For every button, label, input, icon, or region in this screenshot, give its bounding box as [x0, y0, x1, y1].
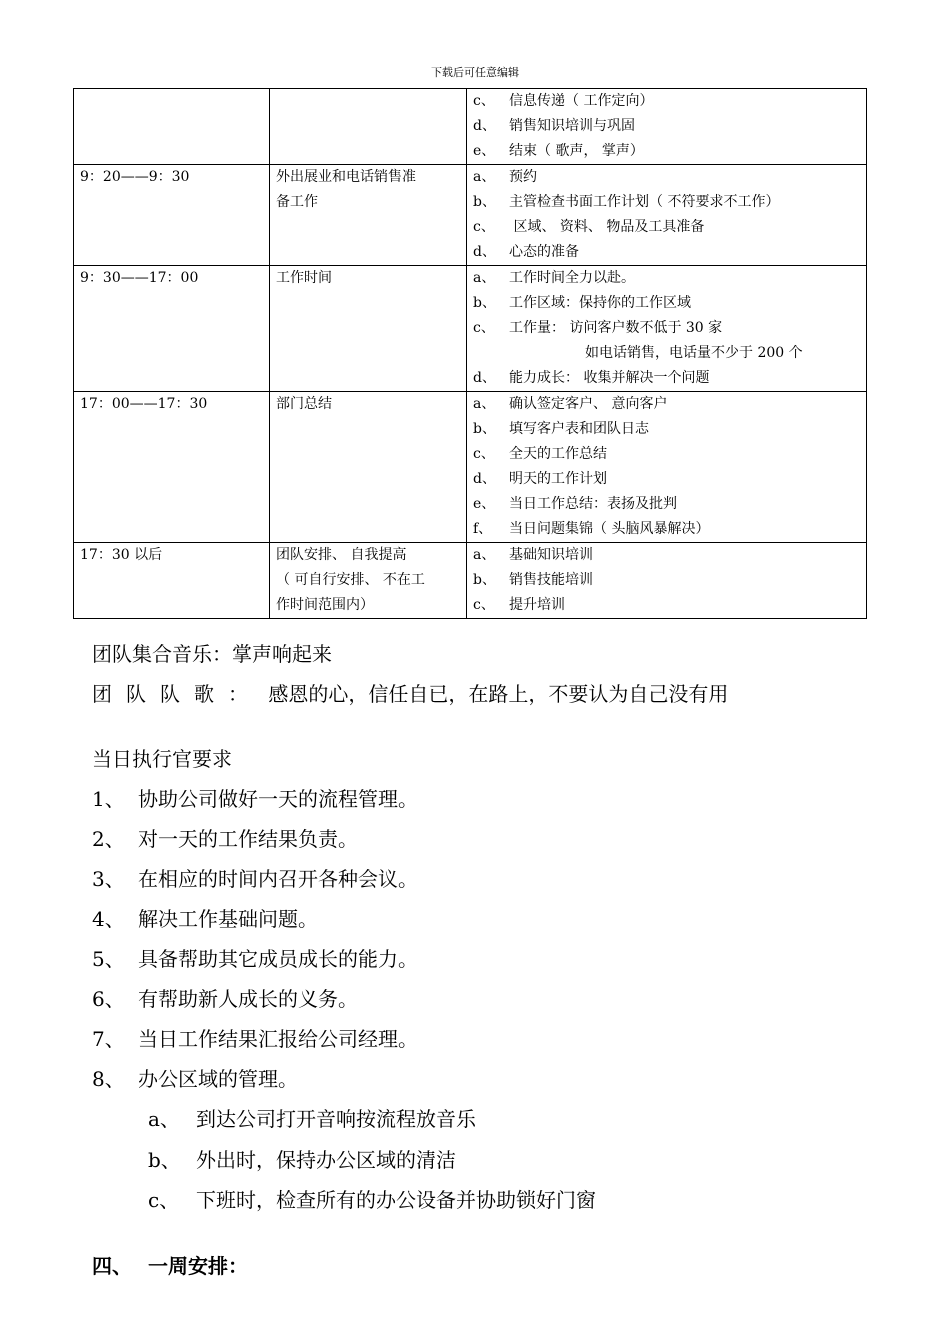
detail-text: 主管检查书面工作计划（ 不符要求不工作） — [509, 194, 780, 210]
subitem-text: 外出时，保持办公区域的清洁 — [196, 1148, 456, 1172]
schedule-row — [74, 89, 867, 165]
detail-marker: d、 — [473, 471, 496, 487]
schedule-details-cell — [467, 89, 867, 165]
song-text: 感恩的心，信任自已，在路上，不要认为自己没有用 — [268, 682, 729, 706]
requirements-title: 当日执行官要求 — [92, 747, 232, 771]
requirement-text: 有帮助新人成长的义务。 — [138, 987, 358, 1011]
detail-text: 结束（ 歌声， 掌声） — [509, 143, 644, 159]
requirement-item — [92, 826, 358, 852]
schedule-detail-item — [473, 165, 860, 190]
requirement-text: 办公区域的管理。 — [138, 1067, 298, 1091]
detail-marker: b、 — [473, 194, 496, 210]
office-subitem — [148, 1187, 596, 1213]
schedule-time-cell — [74, 89, 270, 165]
requirement-item — [92, 986, 358, 1012]
header-note: 下载后可任意编辑 — [431, 66, 519, 79]
song-line — [92, 681, 728, 707]
requirement-item — [92, 866, 418, 892]
schedule-detail-item — [473, 442, 860, 467]
schedule-time-cell — [74, 392, 270, 543]
detail-text: 工作时间全力以赴。 — [509, 270, 635, 286]
schedule-time-cell — [74, 543, 270, 619]
detail-text: 当日问题集锦（ 头脑风暴解决） — [509, 521, 710, 537]
schedule-detail-item — [473, 417, 860, 442]
detail-marker: b、 — [473, 421, 496, 437]
detail-text: 基础知识培训 — [509, 547, 593, 563]
detail-text: 确认签定客户、 意向客户 — [509, 396, 668, 412]
schedule-time: 17：00——17：30 — [80, 396, 208, 412]
schedule-task-line: 工作时间 — [276, 270, 332, 286]
detail-text: 心态的准备 — [509, 244, 579, 260]
schedule-details-cell — [467, 392, 867, 543]
detail-marker: e、 — [473, 496, 496, 512]
schedule-body — [74, 89, 867, 619]
requirement-number: 1、 — [92, 787, 125, 811]
schedule-task-line: 备工作 — [276, 194, 318, 210]
detail-text: 区域、 资料、 物品及工具准备 — [509, 219, 705, 235]
subitem-marker: c、 — [148, 1188, 180, 1212]
schedule-detail-item — [473, 240, 860, 265]
schedule-task-cell — [270, 165, 467, 266]
schedule-detail-item — [473, 341, 860, 366]
schedule-detail-item — [473, 190, 860, 215]
schedule-task-cell — [270, 392, 467, 543]
schedule-details-cell — [467, 543, 867, 619]
section-title: 一周安排： — [148, 1254, 248, 1278]
schedule-task-line: （ 可自行安排、 不在工 — [276, 572, 425, 588]
detail-text: 预约 — [509, 169, 537, 185]
schedule-details-cell — [467, 266, 867, 392]
schedule-detail-item — [473, 543, 860, 568]
requirement-item — [92, 946, 418, 972]
schedule-detail-item — [473, 291, 860, 316]
detail-marker: a、 — [473, 169, 496, 185]
requirement-text: 具备帮助其它成员成长的能力。 — [138, 947, 418, 971]
requirement-text: 在相应的时间内召开各种会议。 — [138, 867, 418, 891]
schedule-detail-item — [473, 593, 860, 618]
section-number: 四、 — [92, 1254, 132, 1278]
requirement-number: 3、 — [92, 867, 125, 891]
schedule-detail-item — [473, 392, 860, 417]
requirement-item — [92, 1026, 418, 1052]
schedule-detail-item — [473, 114, 860, 139]
requirement-item — [92, 906, 318, 932]
detail-marker: a、 — [473, 547, 496, 563]
requirement-number: 7、 — [92, 1027, 125, 1051]
detail-marker: b、 — [473, 295, 496, 311]
schedule-time: 17：30 以后 — [80, 547, 163, 563]
requirement-text: 协助公司做好一天的流程管理。 — [138, 787, 418, 811]
subitem-text: 下班时，检查所有的办公设备并协助锁好门窗 — [196, 1188, 596, 1212]
detail-text: 销售技能培训 — [509, 572, 593, 588]
schedule-time-cell — [74, 165, 270, 266]
subitem-text: 到达公司打开音响按流程放音乐 — [196, 1107, 476, 1131]
requirement-item — [92, 1066, 298, 1092]
detail-marker: b、 — [473, 572, 496, 588]
schedule-row — [74, 165, 867, 266]
requirement-number: 8、 — [92, 1067, 125, 1091]
office-subitem — [148, 1106, 476, 1132]
schedule-detail-item — [473, 517, 860, 542]
requirement-item — [92, 786, 418, 812]
detail-text: 当日工作总结：表扬及批判 — [509, 496, 677, 512]
schedule-task-cell — [270, 266, 467, 392]
detail-marker: e、 — [473, 143, 496, 159]
schedule-detail-item — [473, 467, 860, 492]
schedule-detail-item — [473, 139, 860, 164]
schedule-task-line: 团队安排、 自我提高 — [276, 547, 407, 563]
detail-text: 提升培训 — [509, 597, 565, 613]
requirement-number: 5、 — [92, 947, 125, 971]
subitem-marker: a、 — [148, 1107, 180, 1131]
schedule-task-line: 部门总结 — [276, 396, 332, 412]
schedule-details-cell — [467, 165, 867, 266]
detail-text: 明天的工作计划 — [509, 471, 607, 487]
schedule-task-cell — [270, 543, 467, 619]
music-line: 团队集合音乐：掌声响起来 — [92, 642, 332, 666]
schedule-task-line: 作时间范围内） — [276, 597, 374, 613]
requirement-text: 当日工作结果汇报给公司经理。 — [138, 1027, 418, 1051]
section-four-heading — [92, 1253, 248, 1279]
detail-marker: c、 — [473, 93, 495, 109]
detail-text: 工作区域：保持你的工作区域 — [509, 295, 691, 311]
schedule-detail-item — [473, 316, 860, 341]
schedule-time: 9：30——17：00 — [80, 270, 199, 286]
detail-marker: a、 — [473, 396, 496, 412]
detail-marker: d、 — [473, 244, 496, 260]
schedule-row — [74, 543, 867, 619]
schedule-detail-item — [473, 568, 860, 593]
office-subitem — [148, 1147, 456, 1173]
schedule-table — [73, 88, 867, 619]
schedule-time: 9：20——9：30 — [80, 169, 190, 185]
schedule-detail-item — [473, 89, 860, 114]
schedule-detail-item — [473, 366, 860, 391]
detail-marker: a、 — [473, 270, 496, 286]
schedule-time-cell — [74, 266, 270, 392]
detail-text: 填写客户表和团队日志 — [509, 421, 649, 437]
detail-text: 能力成长： 收集并解决一个问题 — [509, 370, 710, 386]
detail-text: 全天的工作总结 — [509, 446, 607, 462]
requirement-text: 对一天的工作结果负责。 — [138, 827, 358, 851]
detail-text: 工作量： 访问客户数不低于 30 家 — [509, 320, 723, 336]
schedule-detail-item — [473, 492, 860, 517]
detail-marker: f、 — [473, 521, 493, 537]
detail-text: 销售知识培训与巩固 — [509, 118, 635, 134]
detail-marker: c、 — [473, 219, 495, 235]
subitem-marker: b、 — [148, 1148, 181, 1172]
requirement-number: 2、 — [92, 827, 125, 851]
detail-marker: c、 — [473, 446, 495, 462]
detail-marker: c、 — [473, 597, 495, 613]
requirement-number: 4、 — [92, 907, 125, 931]
detail-text: 如电话销售，电话量不少于 200 个 — [585, 345, 803, 361]
requirement-number: 6、 — [92, 987, 125, 1011]
detail-marker: c、 — [473, 320, 495, 336]
detail-marker: d、 — [473, 370, 496, 386]
detail-marker: d、 — [473, 118, 496, 134]
schedule-task-cell — [270, 89, 467, 165]
schedule-row — [74, 392, 867, 543]
schedule-detail-item — [473, 266, 860, 291]
schedule-task-line: 外出展业和电话销售准 — [276, 169, 416, 185]
schedule-row — [74, 266, 867, 392]
song-label: 团队队歌： — [92, 682, 262, 706]
requirement-text: 解决工作基础问题。 — [138, 907, 318, 931]
schedule-detail-item — [473, 215, 860, 240]
detail-text: 信息传递（ 工作定向） — [509, 93, 654, 109]
